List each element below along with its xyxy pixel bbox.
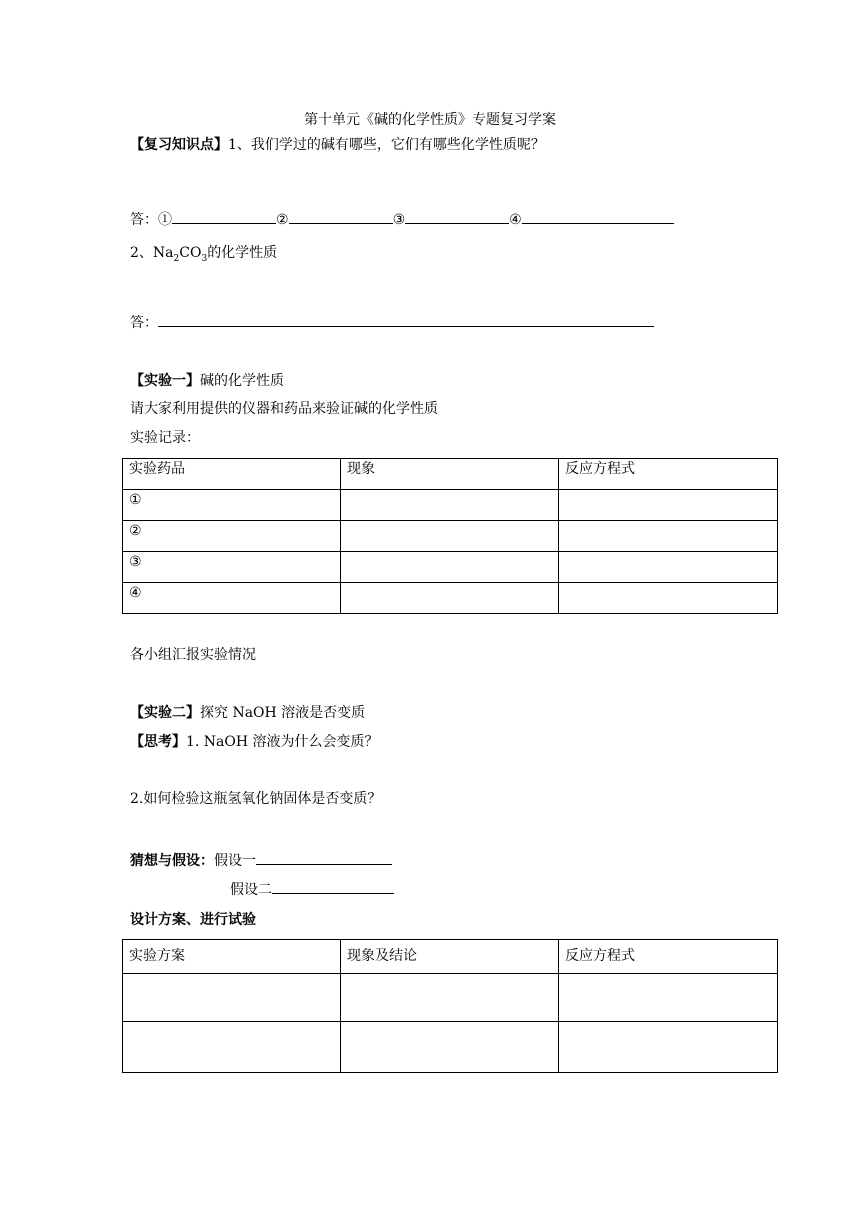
think-tag: 【思考】 (130, 734, 186, 750)
hypothesis-line-2 (230, 878, 394, 900)
exp1-tag: 【实验一】 (130, 373, 200, 389)
table-header-cell: 实验药品 (123, 459, 341, 490)
table-cell[interactable] (559, 521, 778, 552)
answer-blank-1[interactable] (172, 208, 276, 224)
table-cell[interactable] (559, 490, 778, 521)
table-cell[interactable] (341, 1022, 559, 1073)
table-header-cell: 实验方案 (123, 940, 341, 974)
q2-formula-mid: CO (179, 245, 202, 261)
hypothesis-label: 猜想与假设： (130, 853, 214, 869)
exp2-think-q2: 2.如何检验这瓶氢氧化钠固体是否变质？ (130, 791, 382, 807)
table-header-row (123, 940, 778, 974)
review-question-2 (130, 243, 277, 269)
q2-subscript-1: 2 (173, 253, 180, 264)
marker-1: ① (158, 212, 172, 228)
table-cell[interactable] (123, 974, 341, 1022)
table-cell[interactable] (559, 552, 778, 583)
exp2-heading (130, 703, 365, 723)
row-marker: ③ (123, 552, 341, 583)
hypothesis-1-blank[interactable] (256, 849, 392, 865)
think-q1-text: 1. NaOH 溶液为什么会变质？ (186, 734, 379, 750)
hypothesis-1-label: 假设一 (214, 853, 256, 869)
answer2-label: 答： (130, 315, 158, 331)
table-cell[interactable] (341, 974, 559, 1022)
answer-label: 答： (130, 212, 158, 228)
q2-suffix: 的化学性质 (207, 245, 278, 261)
table-header-cell: 反应方程式 (559, 459, 778, 490)
table-row (123, 490, 778, 521)
hypothesis-2-blank[interactable] (272, 878, 394, 894)
table-row (123, 1022, 778, 1073)
row-marker: ② (123, 521, 341, 552)
table-cell[interactable] (341, 490, 559, 521)
hypothesis-line-1 (130, 849, 392, 871)
review-tag: 【复习知识点】 (130, 137, 228, 153)
table-cell[interactable] (559, 974, 778, 1022)
row-marker: ④ (123, 583, 341, 614)
table-header-cell: 现象 (341, 459, 559, 490)
q2-subscript-2: 3 (201, 253, 208, 264)
table-cell[interactable] (341, 521, 559, 552)
exp2-heading-text: 探究 NaOH 溶液是否变质 (200, 705, 366, 721)
table-cell[interactable] (559, 1022, 778, 1073)
review-question-1 (130, 135, 545, 155)
exp1-heading (130, 371, 284, 391)
exp2-think-q1 (130, 732, 379, 752)
marker-3: ③ (392, 212, 406, 228)
exp1-heading-text: 碱的化学性质 (200, 373, 284, 389)
answer-line-2 (130, 311, 654, 333)
table-cell[interactable] (559, 583, 778, 614)
table-cell[interactable] (341, 583, 559, 614)
answer-line-1 (130, 208, 674, 230)
page-title: 第十单元《碱的化学性质》专题复习学案 (304, 112, 556, 128)
exp1-report: 各小组汇报实验情况 (130, 647, 256, 663)
exp2-design-table (122, 939, 778, 1073)
table-row (123, 521, 778, 552)
exp1-intro: 请大家利用提供的仪器和药品来验证碱的化学性质 (130, 401, 438, 417)
answer-blank-2[interactable] (289, 208, 393, 224)
review-q1-text: 1、我们学过的碱有哪些，它们有哪些化学性质呢？ (228, 137, 545, 153)
marker-4: ④ (509, 212, 522, 228)
marker-2: ② (276, 212, 289, 228)
table-header-cell: 反应方程式 (559, 940, 778, 974)
exp2-tag: 【实验二】 (130, 705, 200, 721)
table-cell[interactable] (123, 1022, 341, 1073)
answer-blank-4[interactable] (522, 208, 674, 224)
table-cell[interactable] (341, 552, 559, 583)
row-marker: ① (123, 490, 341, 521)
exp1-record-table (122, 458, 778, 614)
table-header-row (123, 459, 778, 490)
table-row (123, 583, 778, 614)
design-label: 设计方案、进行试验 (130, 912, 256, 928)
table-header-cell: 现象及结论 (341, 940, 559, 974)
answer2-blank[interactable] (158, 311, 654, 327)
table-row (123, 552, 778, 583)
exp1-record-label: 实验记录： (130, 430, 200, 446)
table-row (123, 974, 778, 1022)
hypothesis-2-label: 假设二 (230, 882, 272, 898)
q2-prefix: 2、Na (130, 245, 174, 261)
answer-blank-3[interactable] (405, 208, 509, 224)
